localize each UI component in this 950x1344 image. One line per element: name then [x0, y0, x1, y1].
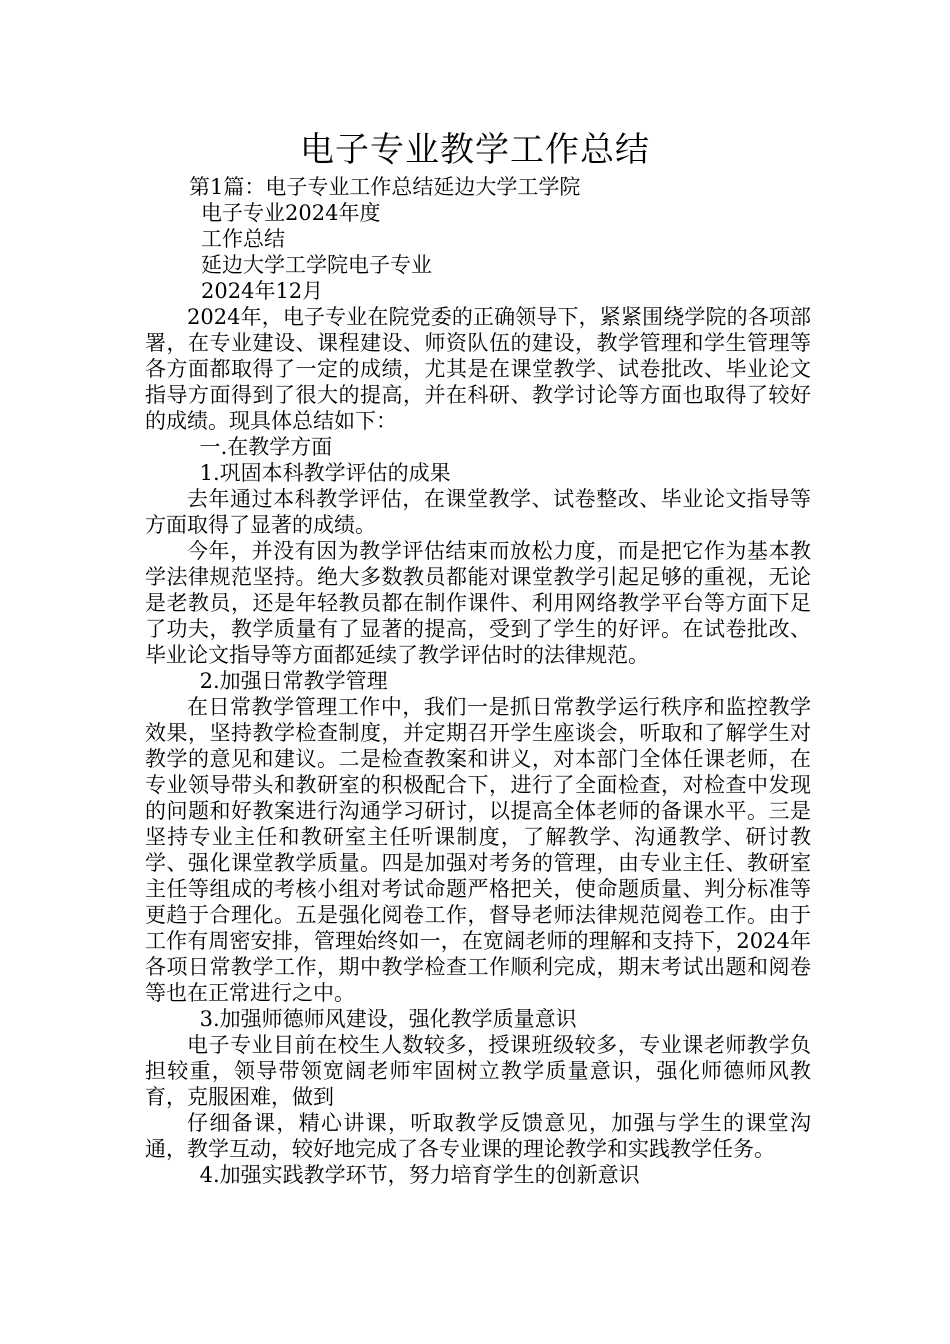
document-title: 电子专业教学工作总结 — [300, 130, 650, 170]
subsection-heading-3: 3.加强师德师风建设，强化教学质量意识 — [199, 1007, 577, 1031]
paragraph-careful-teaching: 仔细备课，精心讲课，听取教学反馈意见，加强与学生的课堂沟通，教学互动，较好地完成了各专业课的理论教学和实践教学任务。 — [145, 1111, 811, 1161]
meta-line-date: 2024年12月 — [201, 279, 324, 303]
paragraph-daily-management: 在日常教学管理工作中，我们一是抓日常教学运行秩序和监控教学效果，坚持教学检查制度，并定期召开学生座谈会，听取和了解学生对教学的意见和建议。二是检查教案和讲义，对本部门全体任课老师，在专业领导带头和教研室的积极配合下，进行了全面检查，对检查中发现的问题和好教案进行沟通学习研讨，以提高全体老师的备课水平。三是坚持专业主任和教研室主任听课制度，了解教学、沟通教学、研讨教学、强化课堂教学质量。四是加强对考务的管理，由专业主任、教研室主任等组成的考核小组对考试命题严格把关，使命题质量、判分标准等更趋于合理化。五是强化阅卷工作，督导老师法律规范阅卷工作。由于工作有周密安排，管理始终如一，在宽阔老师的理解和支持下，2024年各项日常教学工作，期中教学检查工作顺利完成，期末考试出题和阅卷等也在正常进行之中。 — [145, 695, 811, 1005]
subsection-heading-1: 1.巩固本科教学评估的成果 — [199, 461, 451, 485]
paragraph-intro: 2024年，电子专业在院党委的正确领导下，紧紧围绕学院的各项部署，在专业建设、课程建设、师资队伍的建设，教学管理和学生管理等各方面都取得了一定的成绩，尤其是在课堂教学、试卷批改、毕业论文指导方面得到了很大的提高，并在科研、教学讨论等方面也取得了较好的成绩。现具体总结如下： — [145, 305, 811, 433]
paragraph-evaluation-results: 去年通过本科教学评估，在课堂教学、试卷整改、毕业论文指导等方面取得了显著的成绩。 — [145, 487, 811, 537]
meta-line-department-year: 电子专业2024年度 — [201, 201, 381, 225]
document-subtitle: 第1篇：电子专业工作总结延边大学工学院 — [189, 175, 581, 199]
paragraph-this-year: 今年，并没有因为教学评估结束而放松力度，而是把它作为基本教学法律规范坚持。绝大多数教员都能对课堂教学引起足够的重视，无论是老教员，还是年轻教员都在制作课件、利用网络教学平台等方面下足了功夫，教学质量有了显著的提高，受到了学生的好评。在试卷批改、毕业论文指导等方面都延续了教学评估时的法律规范。 — [145, 539, 811, 667]
subsection-heading-2: 2.加强日常教学管理 — [199, 669, 388, 693]
subsection-heading-4: 4.加强实践教学环节，努力培育学生的创新意识 — [199, 1163, 640, 1187]
paragraph-teacher-ethics: 电子专业目前在校生人数较多，授课班级较多，专业课老师教学负担较重，领导带领宽阔老师牢固树立教学质量意识，强化师德师风教育，克服困难，做到 — [145, 1033, 811, 1109]
section-heading-teaching: 一.在教学方面 — [199, 435, 333, 459]
document-body — [145, 174, 811, 1188]
meta-line-institution: 延边大学工学院电子专业 — [201, 253, 432, 277]
meta-line-report-type: 工作总结 — [201, 227, 285, 251]
